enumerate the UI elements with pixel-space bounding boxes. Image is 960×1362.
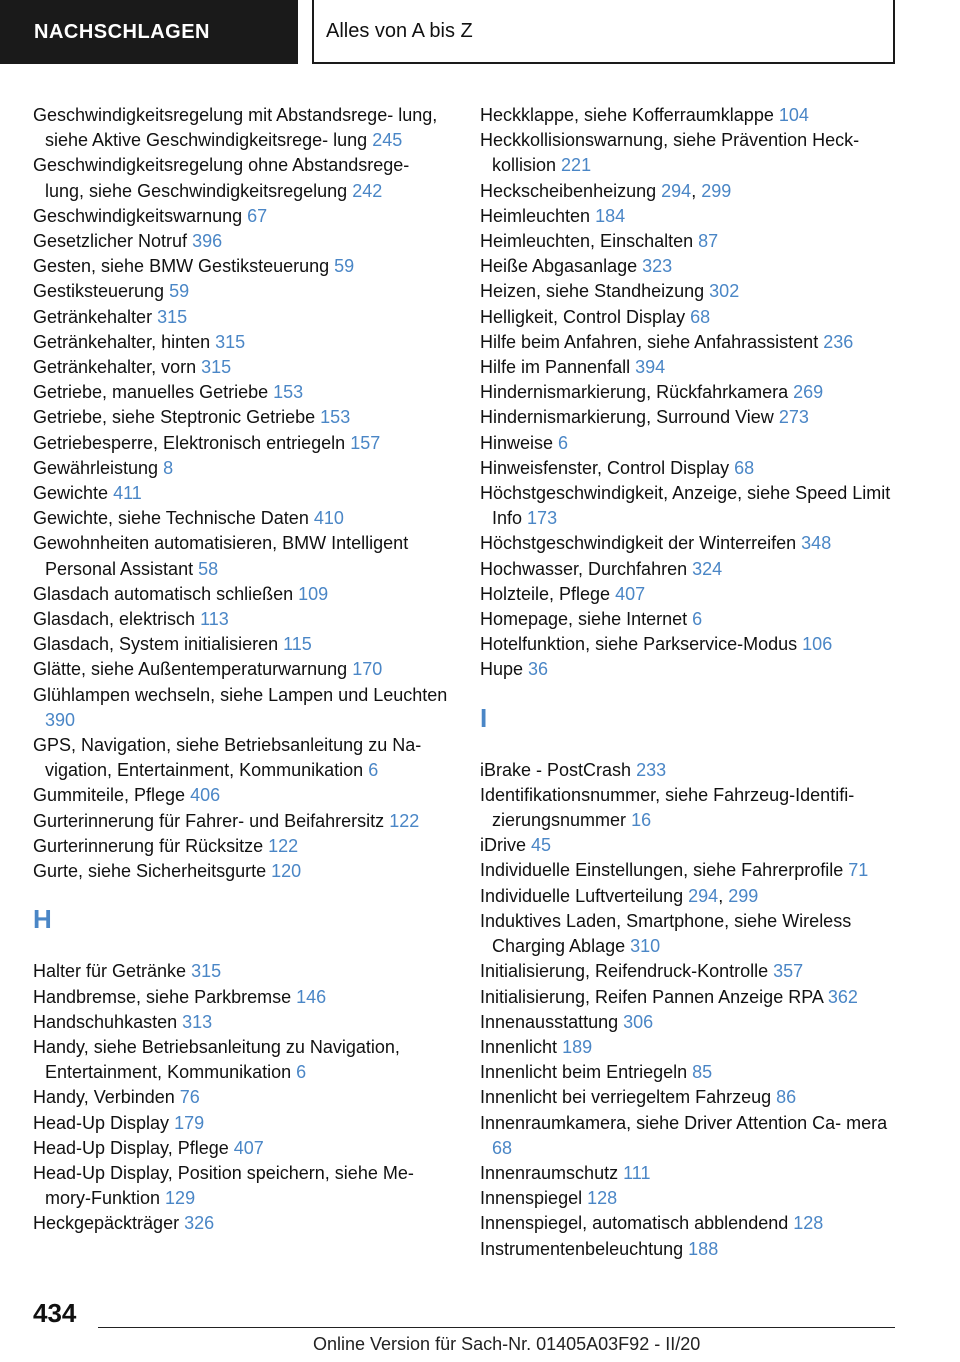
page-reference-link[interactable]: 128 (793, 1213, 824, 1234)
index-entry (480, 128, 900, 178)
index-entry-text: Helligkeit, Control Display (480, 306, 686, 327)
page-reference-link[interactable]: 357 (773, 961, 804, 982)
page-reference-link[interactable]: 411 (113, 483, 142, 504)
index-entry (480, 456, 900, 481)
index-entry (33, 582, 453, 607)
index-letter-heading: I (480, 702, 488, 733)
index-entry (33, 330, 453, 355)
index-entry (480, 1161, 900, 1186)
index-entry (33, 859, 453, 884)
index-entry (33, 431, 453, 456)
index-entry-text: Getränkehalter, vorn (33, 357, 197, 378)
index-entry-text: Getriebe, siehe Steptronic Getriebe (33, 407, 316, 428)
page-reference-link[interactable]: 59 (169, 281, 190, 302)
index-entry-text: Handbremse, siehe Parkbremse (33, 986, 292, 1007)
index-entry (33, 1211, 453, 1236)
index-letter-heading: H (33, 904, 52, 935)
page-reference-link[interactable]: 128 (587, 1188, 618, 1209)
index-entry (480, 632, 900, 657)
index-entry (480, 330, 900, 355)
index-entry (33, 279, 453, 304)
index-entry-text: Hinweisfenster, Control Display (480, 457, 730, 478)
index-entry (480, 380, 900, 405)
index-entry (33, 1161, 453, 1211)
index-entry-text: Gesten, siehe BMW Gestiksteuerung (33, 256, 330, 277)
page-reference-link[interactable]: 58 (198, 558, 219, 579)
index-entry-text: Individuelle Luftverteilung (480, 885, 684, 906)
page-reference-link[interactable]: 324 (692, 558, 723, 579)
index-entry (480, 909, 900, 959)
page-reference-link[interactable]: 184 (595, 205, 626, 226)
index-entry (33, 783, 453, 808)
page-reference-link[interactable]: 170 (352, 659, 383, 680)
page-reference-link[interactable]: 294 (688, 885, 719, 906)
index-entry-text: Individuelle Einstellungen, siehe Fahrerprofile (480, 860, 844, 881)
index-entry (33, 1136, 453, 1161)
index-entry (480, 884, 900, 909)
page-reference-link[interactable]: 157 (350, 432, 381, 453)
index-entry-text: Höchstgeschwindigkeit der Winterreifen (480, 533, 797, 554)
index-entry (480, 179, 900, 204)
page-reference-link[interactable]: 45 (531, 835, 552, 856)
page-reference-link[interactable]: 245 (372, 130, 403, 151)
index-column-left (33, 103, 453, 1237)
page-reference-link[interactable]: 188 (688, 1238, 719, 1259)
index-entry-text: Getränkehalter (33, 306, 153, 327)
index-entry (480, 1186, 900, 1211)
page-reference-link[interactable]: 299 (728, 885, 759, 906)
index-entry (33, 153, 453, 203)
index-entry-text: Gurterinnerung für Rücksitze (33, 835, 264, 856)
index-entry-text: Gewichte, siehe Technische Daten (33, 508, 309, 529)
index-entry (480, 531, 900, 556)
index-entry-text: Heckscheibenheizung (480, 180, 657, 201)
page-reference-link[interactable]: 86 (776, 1087, 797, 1108)
page-reference-link[interactable]: 36 (528, 659, 549, 680)
page-reference-link[interactable]: 326 (184, 1213, 215, 1234)
index-entry-text: Heimleuchten (480, 205, 591, 226)
page-reference-link[interactable]: 122 (389, 810, 420, 831)
index-entry-text: Glühlampen wechseln, siehe Lampen und Leuchten (33, 684, 448, 705)
index-entry (480, 405, 900, 430)
page-reference-link[interactable]: 111 (623, 1162, 651, 1183)
index-entry-text: Hotelfunktion, siehe Parkservice-Modus (480, 634, 798, 655)
index-entry (33, 809, 453, 834)
index-entry-text: Glätte, siehe Außentemperaturwarnung (33, 659, 348, 680)
section-tab: NACHSCHLAGEN (0, 0, 298, 64)
index-entry-text: Initialisierung, Reifendruck-Kontrolle (480, 961, 769, 982)
index-entry-text: Gewährleistung (33, 457, 159, 478)
page-reference-link[interactable]: 113 (200, 609, 229, 630)
index-entry (33, 959, 453, 984)
index-entry (480, 103, 900, 128)
page-reference-link[interactable]: 68 (690, 306, 711, 327)
index-entry (480, 985, 900, 1010)
index-entry-text: Heckklappe, siehe Kofferraumklappe (480, 105, 774, 125)
page-reference-link[interactable]: 315 (215, 331, 246, 352)
index-entry-text: Höchstgeschwindigkeit, Anzeige, siehe Speed Limit Info (480, 483, 891, 529)
page-reference-link[interactable]: 104 (778, 105, 809, 125)
page-reference-link[interactable]: 233 (636, 759, 667, 780)
page-reference-link[interactable]: 76 (179, 1087, 200, 1108)
page-reference-link[interactable]: 146 (296, 986, 327, 1007)
page-reference-link[interactable]: 236 (823, 331, 854, 352)
index-entry-text: Heckkollisionswarnung, siehe Prävention Heck‐ kollision (480, 130, 860, 176)
index-entry-text: Glasdach, System initialisieren (33, 634, 279, 655)
index-entry (33, 531, 453, 581)
index-entry-text: Heckgepäckträger (33, 1213, 180, 1234)
page-separator: , (718, 885, 724, 906)
index-entry-text: Head-Up Display (33, 1112, 170, 1133)
index-entry (480, 858, 900, 883)
page-reference-link[interactable]: 87 (698, 231, 719, 252)
page-reference-link[interactable]: 310 (630, 936, 661, 957)
index-entry (480, 204, 900, 229)
page-reference-link[interactable]: 71 (848, 860, 869, 881)
page-reference-link[interactable]: 394 (635, 357, 666, 378)
page-reference-link[interactable]: 109 (298, 583, 329, 604)
page-reference-link[interactable]: 6 (368, 760, 379, 781)
index-entry-text: Hilfe beim Anfahren, siehe Anfahrassistent (480, 331, 819, 352)
index-entry-text: Glasdach, elektrisch (33, 609, 196, 630)
page-reference-link[interactable]: 315 (201, 357, 232, 378)
index-entry (480, 758, 900, 783)
index-entry-text: Halter für Getränke (33, 961, 187, 982)
index-entry-text: Identifikationsnummer, siehe Fahrzeug-Identifi‐ zierungsnummer (480, 784, 855, 831)
page-reference-link[interactable]: 242 (352, 180, 383, 201)
index-entry (33, 506, 453, 531)
index-entry (480, 582, 900, 607)
page-reference-link[interactable]: 396 (192, 231, 223, 252)
page-reference-link[interactable]: 269 (793, 382, 824, 403)
page-reference-link[interactable]: 294 (661, 180, 692, 201)
index-entry-text: iBrake - PostCrash (480, 759, 632, 780)
page-reference-link[interactable]: 348 (801, 533, 832, 554)
page-reference-link[interactable]: 323 (642, 256, 673, 277)
page-reference-link[interactable]: 390 (45, 709, 76, 730)
index-entry-text: Gewichte (33, 483, 109, 504)
index-entry (33, 733, 453, 783)
index-entry-text: Innenspiegel (480, 1188, 583, 1209)
page-reference-link[interactable]: 362 (827, 986, 858, 1007)
index-entry-text: Holzteile, Pflege (480, 583, 611, 604)
index-entry-text: Hochwasser, Durchfahren (480, 558, 688, 579)
index-entry (480, 481, 900, 531)
footer-online-version: Online Version für Sach-Nr. 01405A03F92 - II/20 (313, 1334, 701, 1354)
index-entry (33, 1085, 453, 1110)
index-entry-text: Innenlicht beim Entriegeln (480, 1062, 688, 1083)
page-reference-link[interactable]: 129 (165, 1188, 196, 1209)
index-entry-text: iDrive (480, 835, 527, 856)
index-entry (480, 783, 900, 833)
index-entry-text: Getränkehalter, hinten (33, 331, 211, 352)
index-entry-text: Geschwindigkeitsregelung ohne Abstandsrege‐ lung, siehe Geschwindigkeitsregelung (33, 155, 410, 201)
index-entry-text: Hilfe im Pannenfall (480, 357, 631, 378)
index-entry (33, 1111, 453, 1136)
page-reference-link[interactable]: 406 (190, 785, 221, 806)
page-reference-link[interactable]: 85 (692, 1062, 713, 1083)
index-entry (33, 229, 453, 254)
index-entry (480, 1010, 900, 1035)
index-entry (33, 683, 453, 733)
page-reference-link[interactable]: 153 (273, 382, 304, 403)
index-entry (33, 405, 453, 430)
footer-divider (98, 1327, 895, 1328)
index-entry (480, 1035, 900, 1060)
page-reference-link[interactable]: 313 (182, 1011, 213, 1032)
index-entry (480, 431, 900, 456)
page-reference-link[interactable]: 16 (631, 810, 652, 831)
index-entry-text: Hupe (480, 659, 524, 680)
index-entry-text: Innenraumkamera, siehe Driver Attention Ca‐ mera (480, 1112, 888, 1133)
page-reference-link[interactable]: 122 (268, 835, 299, 856)
index-entry (33, 1010, 453, 1035)
page-reference-link[interactable]: 6 (692, 609, 703, 630)
index-entry (480, 254, 900, 279)
index-entry (480, 1111, 900, 1161)
page-reference-link[interactable]: 6 (296, 1062, 307, 1083)
index-entry (480, 657, 900, 682)
index-entry-text: Handy, Verbinden (33, 1087, 175, 1108)
index-entry (480, 607, 900, 632)
index-entry (33, 305, 453, 330)
page-reference-link[interactable]: 179 (174, 1112, 205, 1133)
page-reference-link[interactable]: 67 (247, 205, 268, 226)
page-reference-link[interactable]: 68 (492, 1137, 513, 1158)
index-entry-text: Gurte, siehe Sicherheitsgurte (33, 861, 267, 882)
index-entry-text: Hindernismarkierung, Rückfahrkamera (480, 382, 789, 403)
index-entry (480, 833, 900, 858)
page-reference-link[interactable]: 315 (191, 961, 222, 982)
index-entry-text: Handy, siehe Betriebsanleitung zu Navigation, Entertainment, Kommunikation (33, 1036, 400, 1083)
index-entry (33, 456, 453, 481)
index-entry (33, 632, 453, 657)
index-entry-text: GPS, Navigation, siehe Betriebsanleitung zu Na‐ vigation, Entertainment, Kommunikation (33, 735, 422, 781)
index-entry (480, 1237, 900, 1262)
index-entry-text: Innenspiegel, automatisch abblendend (480, 1213, 789, 1234)
index-entry-text: Innenlicht bei verriegeltem Fahrzeug (480, 1087, 772, 1108)
index-entry-text: Induktives Laden, Smartphone, siehe Wireless Charging Ablage (480, 910, 852, 957)
page-reference-link[interactable]: 407 (233, 1137, 264, 1158)
page-reference-link[interactable]: 120 (271, 861, 302, 882)
page-reference-link[interactable]: 299 (701, 180, 732, 201)
index-entry-text: Head-Up Display, Pflege (33, 1137, 229, 1158)
page-reference-link[interactable]: 302 (709, 281, 740, 302)
index-entry-text: Geschwindigkeitswarnung (33, 205, 243, 226)
index-entry (33, 834, 453, 859)
page-reference-link[interactable]: 410 (313, 508, 344, 529)
index-entry (480, 1085, 900, 1110)
page-reference-link[interactable]: 315 (157, 306, 188, 327)
index-entry-text: Heiße Abgasanlage (480, 256, 638, 277)
index-entry (480, 1211, 900, 1236)
index-entry-text: Heizen, siehe Standheizung (480, 281, 705, 302)
index-entry-text: Gesetzlicher Notruf (33, 231, 188, 252)
index-entry-text: Initialisierung, Reifen Pannen Anzeige RPA (480, 986, 823, 1007)
index-entry (33, 1035, 453, 1085)
page-reference-link[interactable]: 8 (163, 457, 174, 478)
index-entry (480, 355, 900, 380)
index-entry-text: Glasdach automatisch schließen (33, 583, 294, 604)
page-reference-link[interactable]: 68 (734, 457, 755, 478)
index-entry-text: Innenausstattung (480, 1011, 619, 1032)
index-entry (33, 481, 453, 506)
index-entry (480, 959, 900, 984)
index-entry-text: Gewohnheiten automatisieren, BMW Intelligent Personal Assistant (33, 533, 409, 579)
index-entry (33, 607, 453, 632)
index-entry (480, 229, 900, 254)
chapter-title: Alles von A bis Z (312, 0, 895, 64)
index-entry-text: Handschuhkasten (33, 1011, 178, 1032)
page-reference-link[interactable]: 407 (615, 583, 646, 604)
index-entry-text: Homepage, siehe Internet (480, 609, 688, 630)
index-entry-text: Gestiksteuerung (33, 281, 165, 302)
index-column-right (480, 103, 900, 1262)
page-reference-link[interactable]: 173 (527, 508, 558, 529)
index-entry-text: Geschwindigkeitsregelung mit Abstandsrege‐ lung, siehe Aktive Geschwindigkeitsrege‐ lung (33, 105, 438, 151)
index-entry (33, 657, 453, 682)
index-entry-text: Gummiteile, Pflege (33, 785, 186, 806)
index-entry-text: Gurterinnerung für Fahrer- und Beifahrersitz (33, 810, 385, 831)
page-number: 434 (33, 1298, 77, 1328)
index-entry-text: Heimleuchten, Einschalten (480, 231, 694, 252)
page-reference-link[interactable]: 306 (623, 1011, 654, 1032)
page-reference-link[interactable]: 189 (562, 1036, 593, 1057)
index-entry-text: Instrumentenbeleuchtung (480, 1238, 684, 1259)
index-entry-text: Getriebe, manuelles Getriebe (33, 382, 269, 403)
index-entry (33, 355, 453, 380)
index-entry-text: Head-Up Display, Position speichern, siehe Me‐ mory-Funktion (33, 1162, 414, 1209)
index-entry (33, 103, 453, 153)
index-entry-text: Hinweise (480, 432, 554, 453)
page-reference-link[interactable]: 153 (320, 407, 351, 428)
index-entry (480, 279, 900, 304)
page-reference-link[interactable]: 273 (778, 407, 809, 428)
page-reference-link[interactable]: 115 (283, 634, 312, 655)
page-reference-link[interactable]: 59 (334, 256, 355, 277)
index-entry-text: Innenraumschutz (480, 1162, 619, 1183)
index-entry (33, 985, 453, 1010)
index-entry (480, 305, 900, 330)
index-entry (480, 1060, 900, 1085)
index-entry-text: Hindernismarkierung, Surround View (480, 407, 774, 428)
index-entry (480, 557, 900, 582)
index-entry (33, 204, 453, 229)
page-reference-link[interactable]: 106 (802, 634, 833, 655)
index-entry-text: Innenlicht (480, 1036, 558, 1057)
page-reference-link[interactable]: 221 (561, 155, 592, 176)
index-entry-text: Getriebesperre, Elektronisch entriegeln (33, 432, 346, 453)
page-reference-link[interactable]: 6 (558, 432, 569, 453)
index-entry (33, 254, 453, 279)
index-entry (33, 380, 453, 405)
page-separator: , (691, 180, 697, 201)
